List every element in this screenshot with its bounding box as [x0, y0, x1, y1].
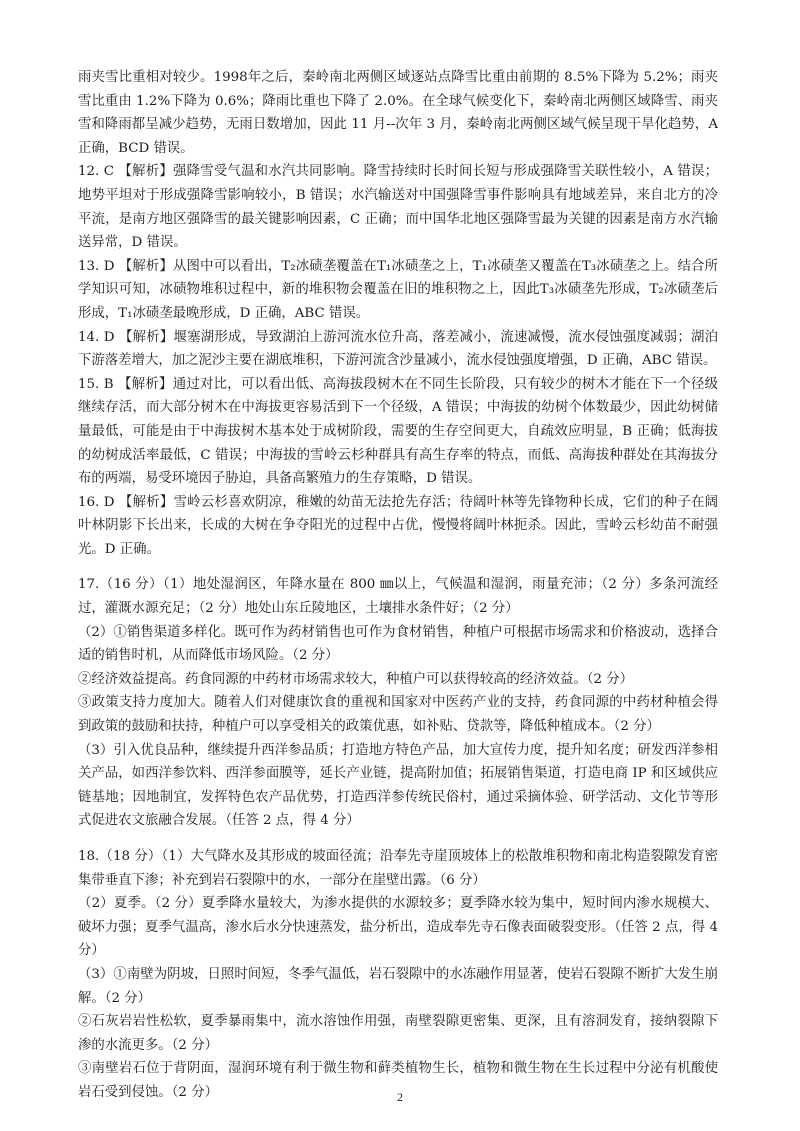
section-gap [78, 561, 718, 573]
page-number: 2 [397, 1090, 403, 1104]
paragraph-11-continued: 雨夹雪比重相对较少。1998年之后，秦岭南北两侧区域逐站点降雪比重由前期的 8.5%下降为 5.2%；雨夹雪比重由 1.2%下降为 0.6%；降雨比重也下降了 2.0%。在全球气候变化下，秦岭南北两侧区域降雪、雨夹雪和降雨都呈减少趋势，无雨日数增加，因此 11 月--次年 3 月，秦岭南北两侧区域气候呈现干旱化趋势，A 正确，BCD 错误。 [78, 70, 718, 156]
paragraph-q18-part3-2: ②石灰岩岩性松软，夏季暴雨集中，流水溶蚀作用强，南壁裂隙更密集、更深，且有溶洞发育，接纳裂隙下渗的水流更多。（2 分） [78, 1014, 718, 1053]
paragraph-q13: 13. D 【解析】从图中可以看出，T₂冰碛垄覆盖在T₁冰碛垄之上，T₁冰碛垄又覆盖在T₃冰碛垄之上。结合所学知识可知，冰碛物堆积过程中，新的堆积物会覆盖在旧的堆积物之上，因此T₃冰碛垄先形成，T₂冰碛垄后形成，T₁冰碛垄最晚形成，D 正确，ABC 错误。 [78, 258, 718, 321]
paragraph-q16: 16. D 【解析】雪岭云杉喜欢阴凉，稚嫩的幼苗无法抢先存活；待阔叶林等先锋物种长成，它们的种子在阔叶林阴影下长出来，长成的大树在争夺阳光的过程中占优，慢慢将阔叶林扼杀。因此，雪岭云杉幼苗不耐强光。D 正确。 [78, 494, 718, 557]
section-gap [78, 833, 718, 845]
paragraph-q17-part2-2: ②经济效益提高。药食同源的中药材市场需求较大，种植户可以获得较高的经济效益。（2 分） [78, 671, 634, 687]
paragraph-q12: 12. C 【解析】强降雪受气温和水汽共同影响。降雪持续时长时间长短与形成强降雪关联性较小，A 错误；地势平坦对于形成强降雪影响较小，B 错误；水汽输送对中国强降雪事件影响具有地域差异，来自北方的冷平流，是南方地区强降雪的最关键影响因素，C 正确；而中国华北地区强降雪最为关键的因素是南方水汽输送异常，D 错误。 [78, 164, 718, 251]
paragraph-q14: 14. D 【解析】堰塞湖形成，导致湖泊上游河流水位升高，落差减小，流速减慢，流水侵蚀强度减弱；湖泊下游落差增大，加之泥沙主要在湖底堆积，下游河流含沙量减小，流水侵蚀强度增强，D 正确，ABC 错误。 [78, 329, 718, 369]
paragraph-q18-part2: （2）夏季。（2 分）夏季降水量较大，为渗水提供的水源较多；夏季降水较为集中，短时间内渗水规模大、破坏力强；夏季气温高，渗水后水分快速蒸发，盐分析出，造成奉先寺石像表面破裂变形。（任答 2 点，得 4 分） [78, 896, 718, 959]
paragraph-q18-part1: 18.（18 分）（1）大气降水及其形成的坡面径流；沿奉先寺崖顶坡体上的松散堆积物和南北构造裂隙发育密集带垂直下渗；补充到岩石裂隙中的水，一部分在崖壁出露。（6 分） [78, 849, 718, 888]
paragraph-q15: 15. B 【解析】通过对比，可以看出低、高海拔段树木在不同生长阶段，只有较少的树木才能在下一个径级继续存活，而大部分树木在中海拔更容易活到下一个径级，A 错误；中海拔的幼树个体数最少，因此幼树储量最低，可能是由于中海拔树木基本处于成树阶段，需要的生存空间更大，自疏效应明显，B 正确；低海拔的幼树成活率最低，C 错误；中海拔的雪岭云杉种群具有高生存率的特点，而低、高海拔种群处在其海拔分布的两端，易受环境因子胁迫，具备高繁殖力的生存策略，D 错误。 [78, 376, 718, 487]
paragraph-q17-part1: 17.（16 分）（1）地处湿润区，年降水量在 800 ㎜以上，气候温和湿润，雨量充沛；（2 分）多条河流经过，灌溉水源充足；（2 分）地处山东丘陵地区，土壤排水条件好；（2 分） [78, 577, 718, 617]
paragraph-q18-part3-3: ③南壁岩石位于背阴面，湿润环境有利于微生物和藓类植物生长，植物和微生物在生长过程中分泌有机酸使岩石受到侵蚀。（2 分） [78, 1061, 718, 1100]
paragraph-q17-part3: （3）引入优良品种，继续提升西洋参品质；打造地方特色产品，加大宣传力度，提升知名度；研发西洋参相关产品，如西洋参饮料、西洋参面膜等，延长产业链，提高附加值；拓展销售渠道，打造电商 IP 和区域供应链基地；因地制宜，发挥特色农产品优势，打造西洋参传统民俗村，通过采摘体验、研学活动、文化节等形式促进农文旅融合发展。（任答 2 点，得 4 分） [78, 742, 718, 829]
paragraph-q18-part3-1: （3）①南壁为阴坡，日照时间短，冬季气温低，岩石裂隙中的水冻融作用显著，使岩石裂隙不断扩大发生崩解。（2 分） [78, 966, 718, 1006]
paragraph-q17-part2-1: （2）①销售渠道多样化。既可作为药材销售也可作为食材销售，种植户可根据市场需求和价格波动，选择合适的销售时机，从而降低市场风险。（2 分） [78, 624, 718, 664]
paragraph-q17-part2-3: ③政策支持力度加大。随着人们对健康饮食的重视和国家对中医药产业的支持，药食同源的中药材种植会得到政策的鼓励和扶持，种植户可以享受相关的政策优惠，如补贴、贷款等，降低种植成本。（2 分） [78, 695, 718, 735]
